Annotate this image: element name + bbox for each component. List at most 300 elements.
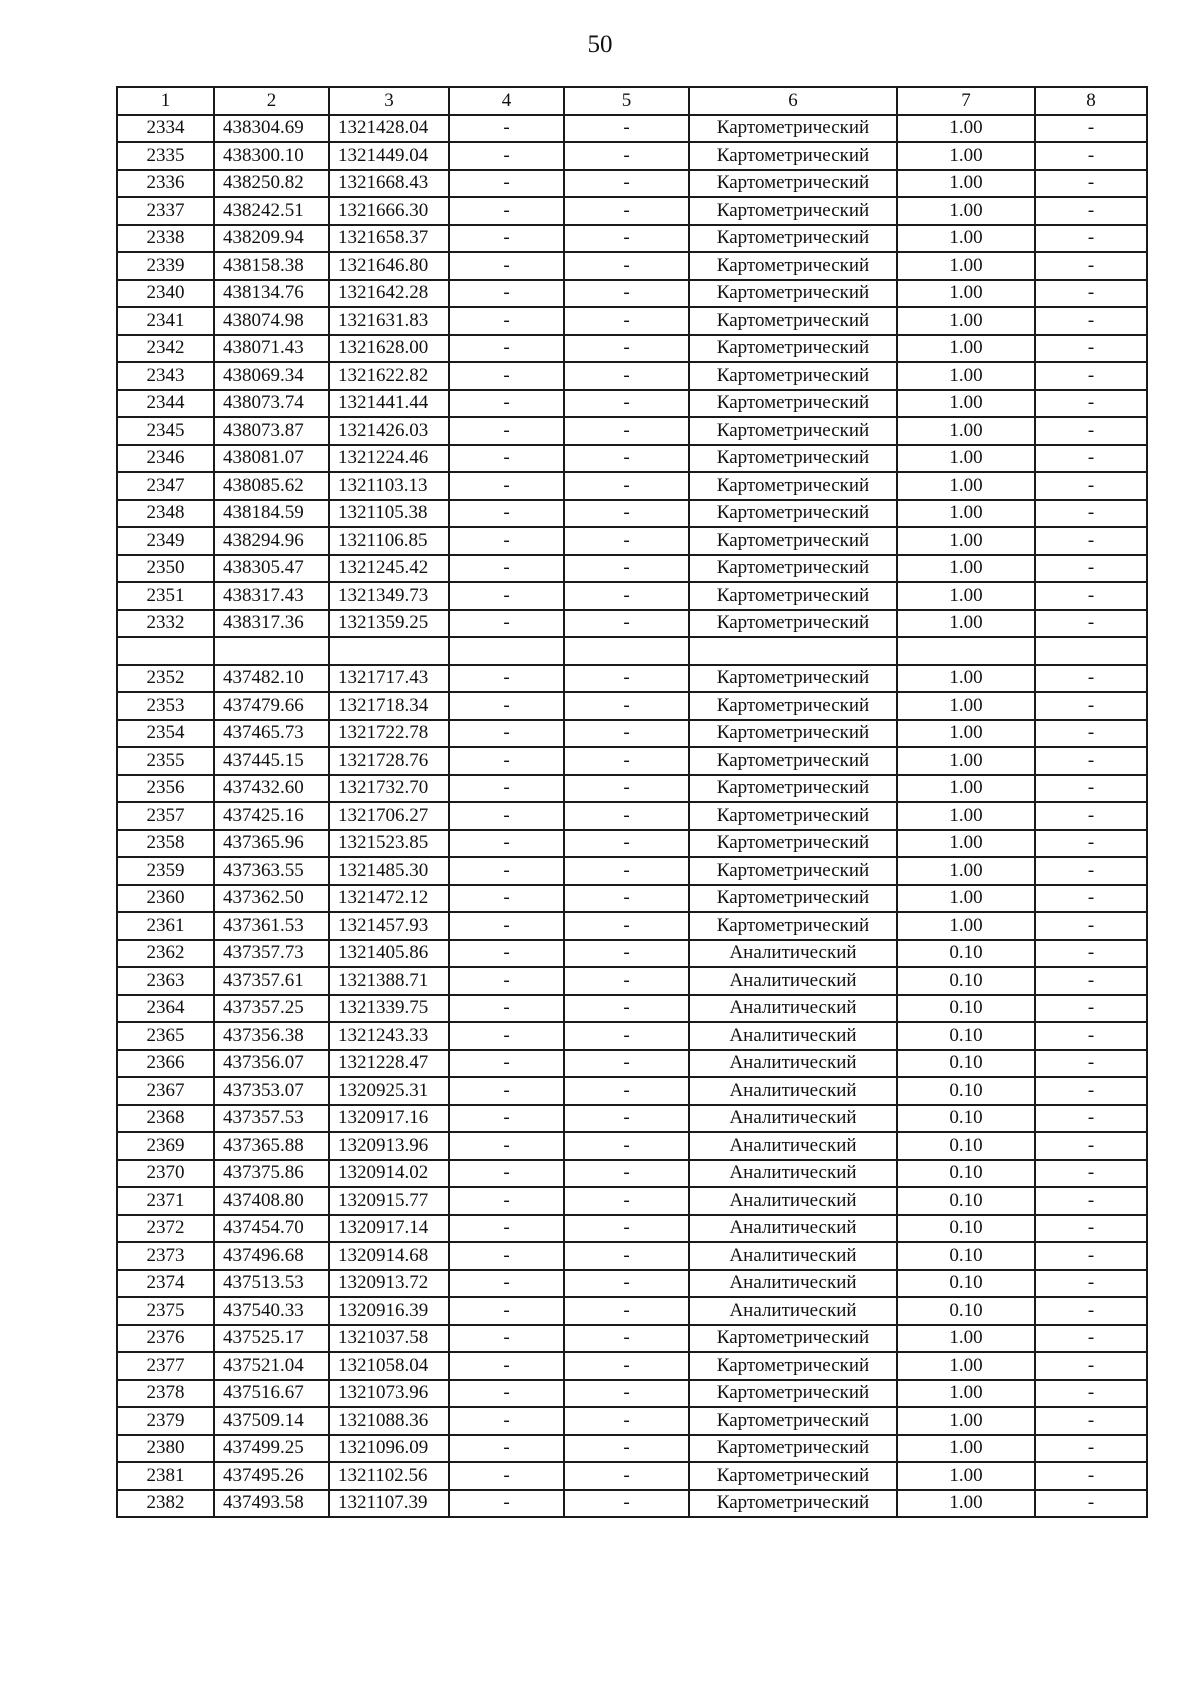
page-number: 50 [587,31,613,58]
col-5-cell: - [564,115,689,143]
y-coordinate-cell: 1321106.85 [329,527,449,555]
accuracy-cell: 1.00 [897,170,1035,198]
table-row [117,142,1147,170]
point-number-cell: 2339 [117,252,214,280]
col-4-cell: - [449,472,564,500]
x-coordinate-cell: 437496.68 [214,1242,329,1270]
y-coordinate-cell: 1320913.72 [329,1270,449,1298]
col-8-cell: - [1035,747,1147,775]
accuracy-cell: 1.00 [897,417,1035,445]
y-coordinate-cell: 1321105.38 [329,500,449,528]
y-coordinate-cell: 1321107.39 [329,1490,449,1518]
method-cell: Картометрический [689,885,897,913]
col-8-cell: - [1035,1380,1147,1408]
point-number-cell: 2366 [117,1050,214,1078]
point-number-cell: 2354 [117,720,214,748]
method-cell: Картометрический [689,610,897,638]
accuracy-cell: 1.00 [897,1380,1035,1408]
table-row [117,940,1147,968]
col-4-cell [449,637,564,665]
x-coordinate-cell: 437454.70 [214,1215,329,1243]
y-coordinate-cell: 1321349.73 [329,582,449,610]
y-coordinate-cell: 1321706.27 [329,802,449,830]
col-8-cell: - [1035,362,1147,390]
method-cell: Картометрический [689,500,897,528]
col-8-cell: - [1035,1187,1147,1215]
table-row [117,1490,1147,1518]
y-coordinate-cell: 1321428.04 [329,115,449,143]
y-coordinate-cell: 1321037.58 [329,1325,449,1353]
y-coordinate-cell: 1320914.02 [329,1160,449,1188]
y-coordinate-cell: 1320925.31 [329,1077,449,1105]
col-4-cell: - [449,802,564,830]
method-cell: Картометрический [689,445,897,473]
method-cell: Аналитический [689,1105,897,1133]
method-cell: Картометрический [689,197,897,225]
method-cell: Картометрический [689,170,897,198]
method-cell: Картометрический [689,307,897,335]
y-coordinate-cell: 1320917.14 [329,1215,449,1243]
y-coordinate-cell: 1321646.80 [329,252,449,280]
x-coordinate-cell: 437357.61 [214,967,329,995]
col-4-cell: - [449,582,564,610]
x-coordinate-cell: 437353.07 [214,1077,329,1105]
y-coordinate-cell: 1320916.39 [329,1297,449,1325]
col-8-cell: - [1035,445,1147,473]
col-5-cell: - [564,335,689,363]
y-coordinate-cell: 1320917.16 [329,1105,449,1133]
x-coordinate-cell: 438184.59 [214,500,329,528]
y-coordinate-cell: 1321523.85 [329,830,449,858]
col-4-cell: - [449,362,564,390]
col-4-cell: - [449,857,564,885]
col-5-cell: - [564,555,689,583]
col-4-cell: - [449,252,564,280]
x-coordinate-cell: 438304.69 [214,115,329,143]
accuracy-cell: 0.10 [897,1187,1035,1215]
x-coordinate-cell: 437365.88 [214,1132,329,1160]
col-4-cell: - [449,775,564,803]
method-cell: Картометрический [689,335,897,363]
accuracy-cell [897,637,1035,665]
col-5-cell: - [564,417,689,445]
col-5-cell: - [564,830,689,858]
method-cell: Аналитический [689,940,897,968]
point-number-cell: 2359 [117,857,214,885]
table-row [117,1050,1147,1078]
col-5-cell: - [564,225,689,253]
col-4-cell: - [449,940,564,968]
col-4-cell: - [449,1407,564,1435]
table-row [117,1215,1147,1243]
table-row [117,967,1147,995]
column-header-2: 2 [214,87,329,115]
x-coordinate-cell: 437425.16 [214,802,329,830]
col-8-cell: - [1035,610,1147,638]
point-number-cell: 2357 [117,802,214,830]
col-5-cell: - [564,1215,689,1243]
accuracy-cell: 0.10 [897,1132,1035,1160]
col-8-cell: - [1035,555,1147,583]
col-5-cell: - [564,1050,689,1078]
column-header-7: 7 [897,87,1035,115]
col-5-cell: - [564,692,689,720]
col-8-cell: - [1035,1325,1147,1353]
col-5-cell: - [564,1022,689,1050]
x-coordinate-cell: 437479.66 [214,692,329,720]
point-number-cell: 2362 [117,940,214,968]
col-8-cell: - [1035,527,1147,555]
point-number-cell: 2337 [117,197,214,225]
col-4-cell: - [449,995,564,1023]
col-8-cell: - [1035,500,1147,528]
accuracy-cell: 1.00 [897,335,1035,363]
col-8-cell: - [1035,857,1147,885]
point-number-cell: 2367 [117,1077,214,1105]
accuracy-cell: 1.00 [897,142,1035,170]
col-5-cell: - [564,1160,689,1188]
table-row [117,390,1147,418]
col-4-cell: - [449,555,564,583]
col-4-cell: - [449,1022,564,1050]
col-4-cell: - [449,720,564,748]
accuracy-cell: 0.10 [897,1077,1035,1105]
method-cell: Аналитический [689,1160,897,1188]
point-number-cell: 2375 [117,1297,214,1325]
x-coordinate-cell: 438085.62 [214,472,329,500]
table-row [117,197,1147,225]
col-5-cell: - [564,1462,689,1490]
x-coordinate-cell: 437408.80 [214,1187,329,1215]
col-4-cell: - [449,1435,564,1463]
col-5-cell: - [564,885,689,913]
x-coordinate-cell: 437521.04 [214,1352,329,1380]
x-coordinate-cell: 437465.73 [214,720,329,748]
col-4-cell: - [449,885,564,913]
col-5-cell: - [564,857,689,885]
table-row [117,665,1147,693]
x-coordinate-cell: 438074.98 [214,307,329,335]
y-coordinate-cell: 1321088.36 [329,1407,449,1435]
table-row [117,582,1147,610]
col-8-cell: - [1035,1352,1147,1380]
y-coordinate-cell: 1321485.30 [329,857,449,885]
point-number-cell: 2378 [117,1380,214,1408]
point-number-cell: 2372 [117,1215,214,1243]
point-number-cell: 2363 [117,967,214,995]
accuracy-cell: 1.00 [897,555,1035,583]
col-8-cell: - [1035,142,1147,170]
accuracy-cell: 1.00 [897,280,1035,308]
point-number-cell: 2370 [117,1160,214,1188]
col-5-cell: - [564,1325,689,1353]
x-coordinate-cell: 437509.14 [214,1407,329,1435]
col-5-cell: - [564,362,689,390]
point-number-cell: 2358 [117,830,214,858]
col-8-cell: - [1035,335,1147,363]
method-cell: Аналитический [689,1297,897,1325]
col-4-cell: - [449,1325,564,1353]
accuracy-cell: 1.00 [897,527,1035,555]
point-number-cell: 2336 [117,170,214,198]
col-4-cell: - [449,1105,564,1133]
col-8-cell: - [1035,1077,1147,1105]
point-number-cell: 2346 [117,445,214,473]
point-number-cell: 2382 [117,1490,214,1518]
point-number-cell: 2365 [117,1022,214,1050]
col-4-cell: - [449,1352,564,1380]
col-4-cell: - [449,747,564,775]
method-cell: Картометрический [689,417,897,445]
col-8-cell: - [1035,802,1147,830]
table-row [117,445,1147,473]
col-4-cell: - [449,280,564,308]
y-coordinate-cell: 1321666.30 [329,197,449,225]
col-5-cell: - [564,445,689,473]
col-5-cell: - [564,665,689,693]
y-coordinate-cell: 1321718.34 [329,692,449,720]
y-coordinate-cell: 1321472.12 [329,885,449,913]
method-cell: Картометрический [689,747,897,775]
table-row [117,1297,1147,1325]
x-coordinate-cell: 437363.55 [214,857,329,885]
col-4-cell: - [449,225,564,253]
method-cell [689,637,897,665]
y-coordinate-cell: 1321449.04 [329,142,449,170]
col-4-cell: - [449,1215,564,1243]
x-coordinate-cell: 437357.53 [214,1105,329,1133]
method-cell: Аналитический [689,1077,897,1105]
y-coordinate-cell: 1321103.13 [329,472,449,500]
y-coordinate-cell: 1321388.71 [329,967,449,995]
table-row [117,115,1147,143]
x-coordinate-cell: 438073.87 [214,417,329,445]
method-cell: Картометрический [689,1352,897,1380]
x-coordinate-cell: 438134.76 [214,280,329,308]
accuracy-cell: 1.00 [897,252,1035,280]
col-5-cell: - [564,197,689,225]
col-5-cell: - [564,967,689,995]
point-number-cell: 2374 [117,1270,214,1298]
col-8-cell: - [1035,1105,1147,1133]
col-8-cell: - [1035,830,1147,858]
x-coordinate-cell: 437495.26 [214,1462,329,1490]
y-coordinate-cell: 1321658.37 [329,225,449,253]
col-5-cell: - [564,1435,689,1463]
table-row [117,692,1147,720]
x-coordinate-cell: 437357.25 [214,995,329,1023]
method-cell: Картометрический [689,665,897,693]
x-coordinate-cell: 438071.43 [214,335,329,363]
x-coordinate-cell: 437362.50 [214,885,329,913]
col-5-cell: - [564,1297,689,1325]
table-row [117,225,1147,253]
x-coordinate-cell: 437356.38 [214,1022,329,1050]
point-number-cell: 2377 [117,1352,214,1380]
method-cell: Аналитический [689,1022,897,1050]
point-number-cell: 2361 [117,912,214,940]
y-coordinate-cell: 1321728.76 [329,747,449,775]
accuracy-cell: 0.10 [897,940,1035,968]
x-coordinate-cell: 437375.86 [214,1160,329,1188]
method-cell: Картометрический [689,802,897,830]
method-cell: Картометрический [689,830,897,858]
table-row [117,720,1147,748]
method-cell: Картометрический [689,390,897,418]
point-number-cell: 2355 [117,747,214,775]
y-coordinate-cell: 1321717.43 [329,665,449,693]
x-coordinate-cell: 437525.17 [214,1325,329,1353]
y-coordinate-cell: 1321628.00 [329,335,449,363]
accuracy-cell: 1.00 [897,1325,1035,1353]
y-coordinate-cell: 1321405.86 [329,940,449,968]
column-header-4: 4 [449,87,564,115]
accuracy-cell: 0.10 [897,995,1035,1023]
table-row [117,1022,1147,1050]
method-cell: Аналитический [689,1050,897,1078]
col-8-cell: - [1035,1435,1147,1463]
col-4-cell: - [449,1077,564,1105]
accuracy-cell: 1.00 [897,610,1035,638]
accuracy-cell: 1.00 [897,912,1035,940]
method-cell: Аналитический [689,1270,897,1298]
col-8-cell: - [1035,692,1147,720]
column-header-5: 5 [564,87,689,115]
table-row [117,802,1147,830]
point-number-cell: 2369 [117,1132,214,1160]
accuracy-cell: 0.10 [897,1270,1035,1298]
accuracy-cell: 0.10 [897,967,1035,995]
table-row [117,830,1147,858]
col-5-cell: - [564,142,689,170]
table-row [117,1270,1147,1298]
y-coordinate-cell: 1320914.68 [329,1242,449,1270]
method-cell: Аналитический [689,995,897,1023]
col-5-cell: - [564,582,689,610]
method-cell: Картометрический [689,527,897,555]
table-row [117,1077,1147,1105]
table-row [117,1160,1147,1188]
point-number-cell: 2371 [117,1187,214,1215]
method-cell: Картометрический [689,1407,897,1435]
point-number-cell: 2343 [117,362,214,390]
col-4-cell: - [449,500,564,528]
x-coordinate-cell: 437445.15 [214,747,329,775]
accuracy-cell: 1.00 [897,775,1035,803]
point-number-cell: 2332 [117,610,214,638]
col-4-cell: - [449,115,564,143]
col-4-cell: - [449,1132,564,1160]
point-number-cell: 2334 [117,115,214,143]
col-5-cell: - [564,500,689,528]
table-row [117,1380,1147,1408]
accuracy-cell: 1.00 [897,1435,1035,1463]
col-5-cell: - [564,170,689,198]
col-8-cell: - [1035,940,1147,968]
x-coordinate-cell: 437365.96 [214,830,329,858]
col-4-cell: - [449,142,564,170]
accuracy-cell: 0.10 [897,1215,1035,1243]
y-coordinate-cell: 1321441.44 [329,390,449,418]
col-5-cell: - [564,1380,689,1408]
x-coordinate-cell: 437516.67 [214,1380,329,1408]
col-5-cell: - [564,1077,689,1105]
x-coordinate-cell: 437493.58 [214,1490,329,1518]
method-cell: Картометрический [689,362,897,390]
accuracy-cell: 1.00 [897,445,1035,473]
col-8-cell: - [1035,665,1147,693]
col-4-cell: - [449,1297,564,1325]
col-8-cell: - [1035,995,1147,1023]
col-8-cell: - [1035,1242,1147,1270]
accuracy-cell: 1.00 [897,1352,1035,1380]
y-coordinate-cell: 1321102.56 [329,1462,449,1490]
point-number-cell: 2356 [117,775,214,803]
method-cell: Картометрический [689,857,897,885]
point-number-cell: 2360 [117,885,214,913]
x-coordinate-cell: 438305.47 [214,555,329,583]
accuracy-cell: 1.00 [897,582,1035,610]
x-coordinate-cell: 437432.60 [214,775,329,803]
point-number-cell: 2373 [117,1242,214,1270]
col-4-cell: - [449,1242,564,1270]
col-8-cell: - [1035,967,1147,995]
y-coordinate-cell: 1321732.70 [329,775,449,803]
y-coordinate-cell: 1320915.77 [329,1187,449,1215]
point-number-cell: 2352 [117,665,214,693]
point-number-cell: 2353 [117,692,214,720]
y-coordinate-cell: 1321096.09 [329,1435,449,1463]
table-row [117,775,1147,803]
table-row [117,555,1147,583]
x-coordinate-cell: 438317.36 [214,610,329,638]
table-row [117,527,1147,555]
col-8-cell [1035,637,1147,665]
point-number-cell: 2376 [117,1325,214,1353]
col-5-cell: - [564,280,689,308]
point-number-cell: 2341 [117,307,214,335]
method-cell: Картометрический [689,472,897,500]
accuracy-cell: 1.00 [897,830,1035,858]
x-coordinate-cell [214,637,329,665]
col-5-cell: - [564,252,689,280]
col-5-cell: - [564,912,689,940]
method-cell: Картометрический [689,1380,897,1408]
x-coordinate-cell: 437361.53 [214,912,329,940]
table-row [117,912,1147,940]
method-cell: Картометрический [689,1490,897,1518]
point-number-cell: 2351 [117,582,214,610]
col-4-cell: - [449,307,564,335]
method-cell: Аналитический [689,1187,897,1215]
col-4-cell: - [449,1187,564,1215]
accuracy-cell: 1.00 [897,390,1035,418]
accuracy-cell: 1.00 [897,1462,1035,1490]
col-8-cell: - [1035,1297,1147,1325]
col-8-cell: - [1035,1022,1147,1050]
y-coordinate-cell: 1321426.03 [329,417,449,445]
col-5-cell: - [564,775,689,803]
col-4-cell: - [449,1462,564,1490]
method-cell: Картометрический [689,1325,897,1353]
table-row [117,1187,1147,1215]
col-5-cell: - [564,940,689,968]
col-8-cell: - [1035,1132,1147,1160]
x-coordinate-cell: 438081.07 [214,445,329,473]
point-number-cell: 2379 [117,1407,214,1435]
col-8-cell: - [1035,1270,1147,1298]
point-number-cell: 2350 [117,555,214,583]
